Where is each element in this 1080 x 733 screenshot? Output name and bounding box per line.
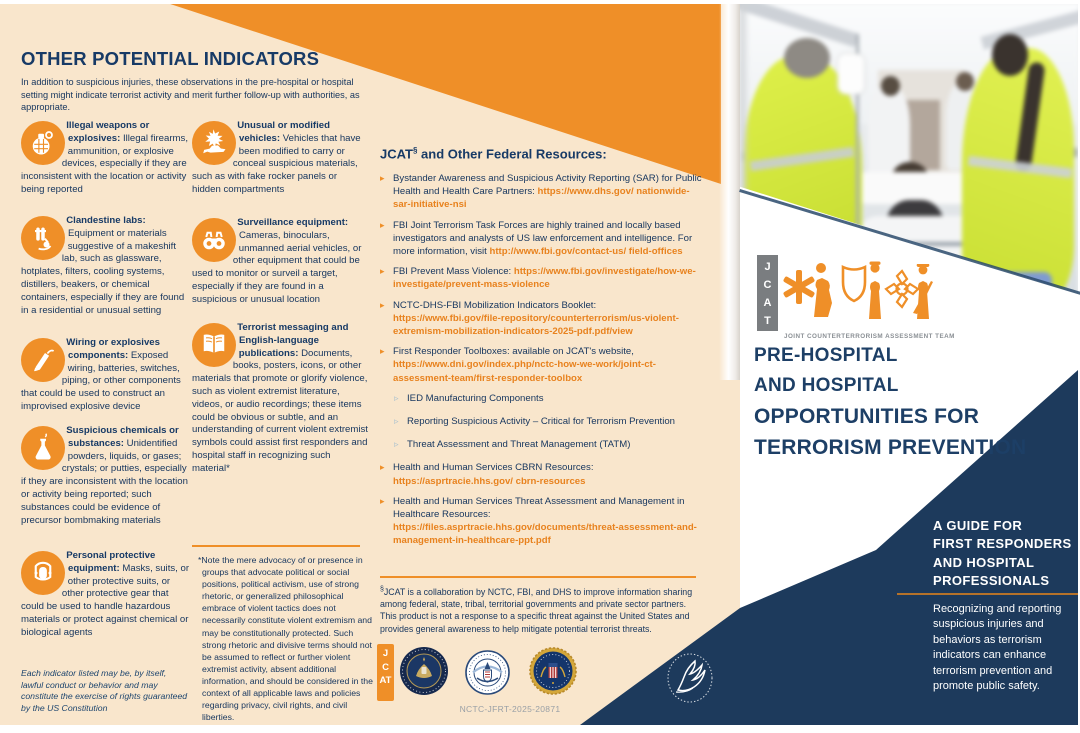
advocacy-footnote: *Note the mere advocacy of or presence in groups that advocate political or social positions, political activism, use of strong rhetoric, or generalized philosophical embrace of violent tactics does not necessarily constitute violent extremism and may be constitutionally protected. Such strong rhetoric and divisive terms should not be assumed to reflect or further violent extremist activity, absent additional information, and should be considered in the context of all applicable laws and policies regarding privacy, civil rights, and civil liberties.: [198, 555, 373, 723]
resource-link[interactable]: https://www.fbi.gov/investigate/how-we-investigate/prevent-mass-violence: [393, 266, 696, 291]
resource-item: [380, 461, 706, 487]
guide-heading-line: PROFESSIONALS: [933, 573, 1050, 589]
cover-title-line: PRE-HOSPITAL: [754, 345, 898, 366]
resource-link[interactable]: https://asprtracie.hhs.gov/ cbrn-resources: [393, 475, 586, 487]
resource-text: NCTC-DHS-FBI Mobilization Indicators Booklet:: [393, 299, 597, 311]
guide-heading-line: AND HOSPITAL: [933, 554, 1035, 570]
resource-item: [380, 345, 706, 385]
indicator-text: Equipment or materials suggestive of a makeshift lab, such as glassware, hotplates, filters, cooling systems, distillers, beakers, or chemical containers, especially if they are found in a residential or unusual setting: [21, 227, 185, 316]
jcat-logo-caption: JOINT COUNTERTERRORISM ASSESSMENT TEAM: [784, 333, 955, 340]
resource-text: IED Manufacturing Components: [407, 392, 544, 404]
resource-link[interactable]: http://www.fbi.gov/contact-us/ field-offices: [489, 246, 683, 258]
resource-text: FBI Joint Terrorism Task Forces are highly trained and locally based investigators and analysts of US law enforcement and intelligence. For more information, visit: [393, 219, 693, 258]
indicator-heading: Illegal weapons or explosives:: [66, 120, 150, 144]
indicator-heading: Surveillance equipment:: [237, 217, 349, 228]
resource-link[interactable]: https://www.fbi.gov/file-repository/counterterrorism/us-violent-extremism-mobilization-indicators-2025-pdf.pdf/view: [393, 312, 679, 338]
indicator-text: Exposed wiring, batteries, switches, piping, or other components that could be used to construct an improvised explosive device: [21, 349, 181, 412]
jcat-logo-orange: [377, 644, 394, 701]
indicator-heading: Terrorist messaging and English-language publications:: [237, 322, 349, 359]
guide-heading-line: FIRST RESPONDERS: [933, 536, 1072, 552]
guide-heading-line: A GUIDE FOR: [933, 518, 1023, 533]
jcat-letters: JCAT: [763, 261, 772, 327]
dhs-seal-icon: [465, 650, 510, 695]
resource-link[interactable]: https://files.asprtracie.hhs.gov/documents/threat-assessment-and-management-in-healthcare-ppt.pdf: [393, 522, 697, 547]
resource-item: [380, 219, 706, 259]
bullet-arrow-icon: ▸: [380, 173, 385, 183]
photo-medic-left-hair: [784, 38, 830, 78]
resource-text: Threat Assessment and Threat Management (TATM): [407, 439, 631, 451]
indicators-column-2: [192, 120, 368, 476]
cover-title-line: TERRORISM PREVENTION: [754, 436, 1027, 459]
indicator-text: Illegal firearms, ammunition, or explosive devices, especially if they are inconsistent with the location or activity being reported: [21, 132, 188, 195]
ppe-face-shield-icon: [21, 551, 65, 595]
photo-staff-center-right-head: [956, 72, 974, 91]
resources-heading-rest: and Other Federal Resources:: [417, 146, 607, 162]
bullet-arrow-icon: ▹: [394, 392, 399, 403]
photo-iv-bag: [838, 54, 864, 94]
indicator-item: [21, 120, 193, 215]
indicator-item: [21, 425, 193, 550]
bullet-arrow-icon: ▸: [380, 462, 385, 473]
indicator-heading: Suspicious chemicals or substances:: [66, 425, 179, 449]
jcat-logo-gray: [757, 255, 778, 331]
resource-link[interactable]: https://www.dni.gov/index.php/nctc-how-we-work/joint-ct-assessment-team/first-responder-toolbox: [393, 359, 656, 384]
indicator-item: [192, 120, 368, 217]
indicator-item: [192, 217, 368, 322]
bullet-arrow-icon: ▹: [394, 416, 399, 427]
bullet-arrow-icon: ▸: [380, 219, 385, 230]
cover-title-line: AND HOSPITAL: [754, 375, 899, 396]
indicator-text: Unidentified powders, liquids, or gases; crystals; or putties, especially if they are inconsistent with the location or activity being reported; such substances could be evidence of precursor bombmaking materials: [21, 437, 188, 526]
chemical-flask-icon: [21, 426, 65, 470]
indicator-item: [192, 322, 368, 476]
firefighter-cross-icon: [886, 271, 918, 307]
page-fold: [719, 4, 740, 380]
cover-photo: [740, 4, 1078, 294]
photo-left-fold-shadow: [740, 4, 750, 294]
exploding-vehicle-icon: [192, 121, 236, 165]
indicator-text: Masks, suits, or other protective suits, or other protective gear that could be used to handle hazardous materials or protect against chemical or biological agents: [21, 562, 190, 638]
jcat-letters: JCAT: [379, 648, 392, 686]
cover-tagline: Recognizing and reporting suspicious injuries and behaviors as terrorism indicators can enhance terrorism prevention and promote public safety.: [933, 603, 1062, 693]
resource-text: Health and Human Services Threat Assessment and Management in Healthcare Resources:: [393, 495, 685, 521]
resource-text: Bystander Awareness and Suspicious Activity Reporting (SAR) for Public Health and Health Care Partners:: [393, 173, 702, 198]
indicator-item: [21, 215, 193, 337]
indicator-heading: Personal protective equipment:: [66, 550, 156, 574]
lab-equipment-icon: [21, 216, 65, 260]
resource-item: [380, 392, 706, 405]
star-of-life-icon: [783, 270, 815, 304]
resources-heading-footnote-marker: §: [412, 146, 418, 155]
resource-item: [380, 299, 706, 339]
resource-text: FBI Prevent Mass Violence:: [393, 266, 514, 278]
cover-title: [754, 341, 1026, 463]
indicators-column-1: [21, 120, 193, 660]
footnote-divider: [192, 545, 360, 547]
guide-divider: [897, 593, 1078, 595]
jcat-footnote-text: JCAT is a collaboration by NCTC, FBI, and DHS to improve information sharing among federal, state, tribal, territorial governments and private sector partners. This product is not a response to a specific threat against the United States and provides general awareness to help mitigate potential terrorist threats.: [380, 586, 693, 634]
fbi-seal-icon: [529, 647, 577, 695]
ems-responder-silhouette: [814, 263, 832, 317]
indicator-heading: Clandestine labs:: [66, 215, 146, 226]
legal-note: Each indicator listed may be, by itself, lawful conduct or behavior and may constitute the exercise of rights guaranteed by the US Constitution: [21, 668, 188, 713]
indicator-text: Cameras, binoculars, unmanned aerial vehicles, or other equipment that could be used to monitor or surveil a target, especially if they are found in a suspicious or unusual location: [192, 229, 362, 305]
resources-footnote-divider: [380, 576, 696, 578]
bullet-arrow-icon: ▸: [380, 299, 385, 310]
document-number: NCTC-JFRT-2025-20871: [459, 704, 561, 714]
resources-heading-jcat: JCAT: [380, 146, 413, 162]
resource-text: Reporting Suspicious Activity – Critical for Terrorism Prevention: [407, 416, 676, 428]
guide-heading: [933, 517, 1080, 591]
bullet-arrow-icon: ▸: [380, 266, 385, 277]
jcat-footnote: [380, 584, 704, 635]
resource-text: First Responder Toolboxes: available on JCAT's website,: [393, 346, 634, 358]
resource-item: [380, 265, 706, 291]
cover-title-line: OPPORTUNITIES FOR: [754, 405, 980, 428]
indicator-heading: Unusual or modified vehicles:: [237, 120, 330, 144]
open-book-icon: [192, 323, 236, 367]
police-badge-icon: [843, 267, 865, 301]
jcat-logo-icons: [783, 252, 933, 330]
indicator-item: [21, 337, 193, 425]
left-panel-title: OTHER POTENTIAL INDICATORS: [21, 48, 320, 69]
left-panel-intro: In addition to suspicious injuries, these observations in the pre-hospital or hospital setting might indicate terrorist activity and merit further follow-up with authorities, as appropriate.: [21, 77, 360, 113]
wiring-components-icon: [21, 338, 65, 382]
photo-staff-center-left-head: [881, 76, 900, 96]
indicator-item: [21, 550, 193, 660]
nctc-seal-icon: [399, 646, 449, 696]
resource-link[interactable]: https://www.dhs.gov/ nationwide-sar-initiative-nsi: [393, 186, 690, 211]
bullet-arrow-icon: ▸: [380, 346, 385, 357]
photo-medic-right-head: [992, 34, 1028, 76]
indicator-text: Vehicles that have been modified to carry or conceal suspicious materials, such as with fake rocker panels or hidden compartments: [192, 132, 361, 195]
binoculars-icon: [192, 218, 236, 262]
photo-scene: [740, 4, 1078, 294]
resources-heading: [380, 146, 700, 161]
police-officer-silhouette: [869, 262, 881, 320]
bullet-arrow-icon: ▹: [394, 439, 399, 450]
grenade-icon: [21, 121, 65, 165]
resource-text: Health and Human Services CBRN Resources:: [393, 462, 594, 474]
resource-item: [380, 172, 706, 212]
indicator-text: Documents, books, posters, icons, or other materials that promote or glorify violence, such as violent extremist literature, videos, or audio recordings; these items could be obvious or subtle, and an understanding of current violent extremist symbols could assist first responders and hospital staff in recognizing such material*: [192, 347, 368, 474]
indicator-heading: Wiring or explosives components:: [66, 337, 160, 361]
resource-item: [380, 415, 706, 428]
resource-item: [380, 438, 706, 451]
bullet-arrow-icon: ▸: [380, 495, 385, 506]
hhs-logo: [666, 652, 714, 704]
resources-list: [380, 172, 706, 555]
jcat-footnote-marker: §: [380, 586, 384, 593]
resource-item: [380, 495, 706, 548]
